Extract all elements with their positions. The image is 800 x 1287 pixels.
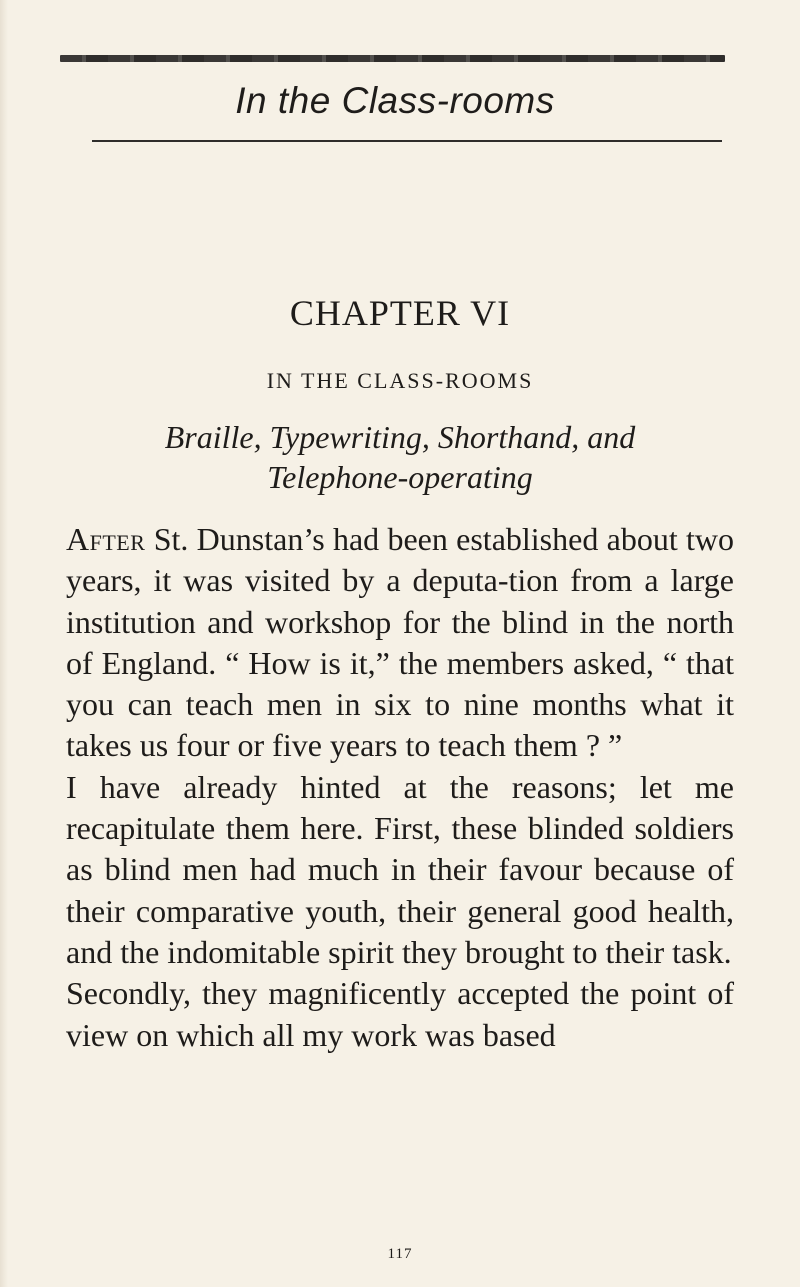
chapter-title: IN THE CLASS-ROOMS [266, 368, 534, 393]
paragraph-2: I have already hinted at the reasons; let me recapitulate them here. First, these blinded soldiers as blind men had much in their favour because of their comparative youth, their general good health, and the indomitable spirit they brought to their task. [66, 768, 734, 970]
running-head: In the Class-rooms [235, 80, 555, 121]
paragraph-1-opening-word: After [66, 521, 146, 557]
paragraph-1-text: St. Dunstan’s had been established about two years, it was visited by a deputa-tion from a large institution and workshop for the blind in the north of England. “ How is it,” the members asked, “ that you can teach men in six to nine months what it takes us four or five years to teach them ? ” [66, 521, 734, 764]
header-bottom-rule [92, 140, 722, 142]
chapter-subtitle-line-1: Braille, Typewriting, Shorthand, and [164, 419, 636, 455]
chapter-subtitle-line-2: Telephone-operating [267, 459, 533, 495]
chapter-subtitle [70, 417, 730, 497]
page-edge [0, 0, 8, 1287]
header-top-rule [60, 55, 725, 62]
paragraph-3: Secondly, they magnificently accepted the point of view on which all my work was based [66, 975, 734, 1053]
page-number: 117 [387, 1246, 413, 1262]
chapter-number: CHAPTER VI [289, 293, 511, 333]
body-text [66, 519, 734, 1056]
paragraph-1 [66, 519, 734, 767]
